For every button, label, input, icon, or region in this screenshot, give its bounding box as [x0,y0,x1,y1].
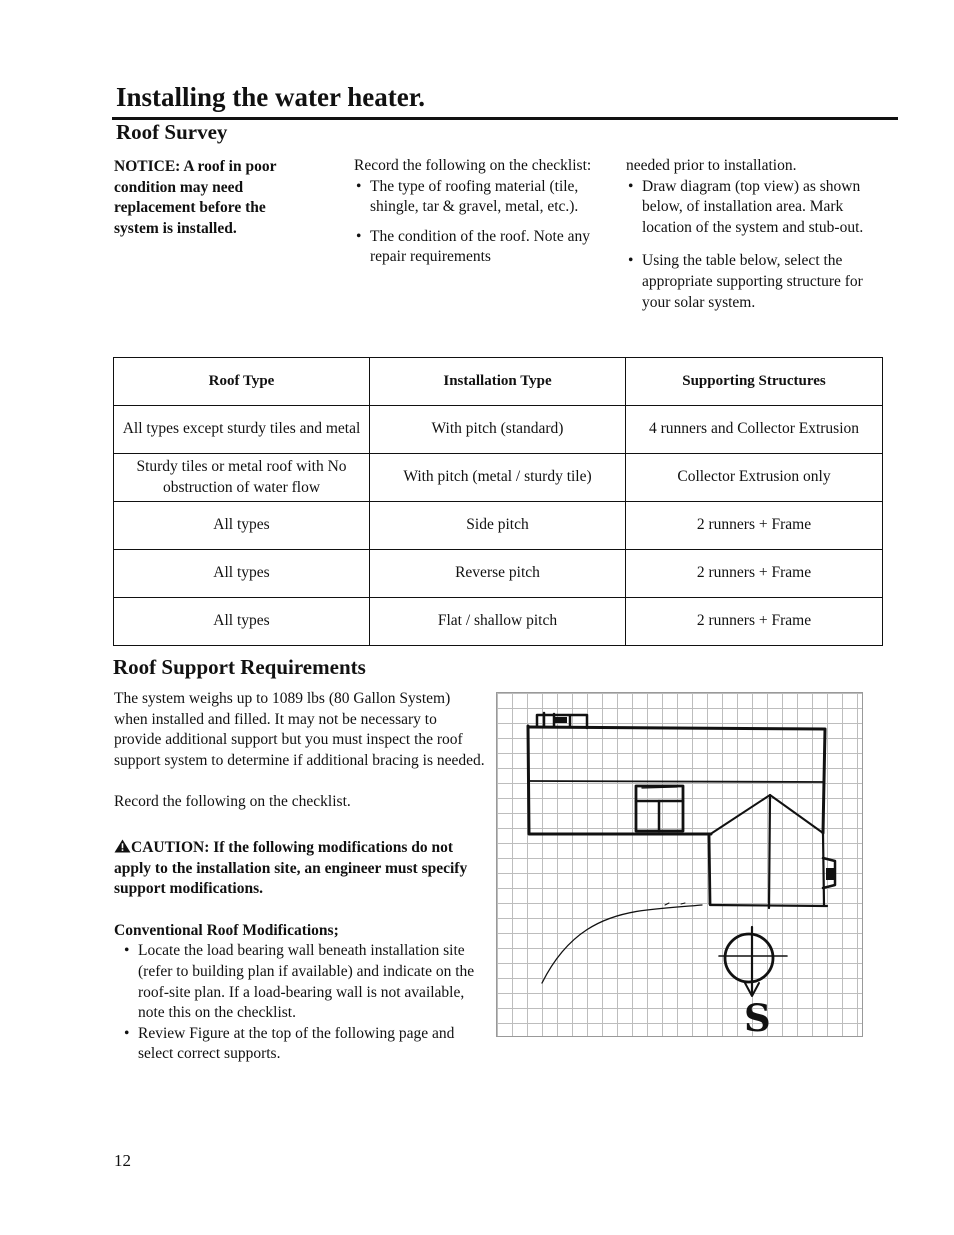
table-row [114,550,883,598]
table-cell: Reverse pitch [370,550,626,598]
support-section-title: Roof Support Requirements [113,655,366,679]
title-rule [112,117,898,120]
caution-text: CAUTION: If the following modifications do not apply to the installation site, an engineer must specify support modifications. [114,838,468,898]
table-cell: All types [114,598,370,646]
column-header: Supporting Structures [626,358,883,406]
support-text-column [114,689,486,1065]
column-2 [354,156,610,268]
roof-type-table [113,357,883,646]
table-row [114,502,883,550]
table-cell: All types [114,502,370,550]
column-3 [626,156,888,313]
column-header: Installation Type [370,358,626,406]
page-title: Installing the water heater. [116,82,425,112]
table-row [114,454,883,502]
subheading: Conventional Roof Modifications; [114,921,339,939]
notice-text: NOTICE: A roof in poor condition may need replacement before the system is installed. [114,158,277,237]
table-cell: Collector Extrusion only [626,454,883,502]
list-item: • The condition of the roof. Note any repair requirements [354,227,610,268]
warning-icon [114,839,131,853]
table-cell: Flat / shallow pitch [370,598,626,646]
table-row [114,406,883,454]
table-cell: All types except sturdy tiles and metal [114,406,370,454]
table-cell: 2 runners + Frame [626,502,883,550]
table-cell: 2 runners + Frame [626,550,883,598]
col2-intro: Record the following on the checklist: [354,157,592,174]
list-item: • The type of roofing material (tile, shingle, tar & gravel, metal, etc.). [354,177,610,218]
compass-letter: S [744,996,771,1036]
list-item: • Locate the load bearing wall beneath installation site (refer to building plan if available) and indicate on the roof-site plan. If a load-bearing wall is not available, note this on the checklist. [122,941,486,1023]
col3-bullet-list [626,177,888,314]
list-item: • Draw diagram (top view) as shown below, of installation area. Mark location of the system and stub-out. [626,177,888,239]
caution-block [114,838,486,900]
table-cell: 2 runners + Frame [626,598,883,646]
col2-bullet-list [354,177,610,268]
table-row [114,598,883,646]
list-item: • Review Figure at the top of the following page and select correct supports. [122,1024,486,1065]
table-cell: All types [114,550,370,598]
page-number: 12 [114,1151,131,1170]
table-cell: With pitch (metal / sturdy tile) [370,454,626,502]
list-item: • Using the table below, select the appropriate supporting structure for your solar system. [626,251,888,313]
table-cell: Side pitch [370,502,626,550]
table-header-row [114,358,883,406]
table-cell: Sturdy tiles or metal roof with No obstruction of water flow [114,454,370,502]
table-cell: With pitch (standard) [370,406,626,454]
section-title: Roof Survey [116,120,228,144]
column-header: Roof Type [114,358,370,406]
support-paragraph: Record the following on the checklist. [114,793,351,811]
col3-continuation: needed prior to installation. [626,157,797,174]
sketch-drawing [497,693,862,1036]
support-paragraph: The system weighs up to 1089 lbs (80 Gallon System) when installed and filled. It may not be necessary to provide additional support but you must inspect the roof support system to determine if additional bracing is needed. [114,690,485,769]
support-bullet-list [122,941,486,1065]
table-cell: 4 runners and Collector Extrusion [626,406,883,454]
roof-site-sketch [496,692,863,1037]
